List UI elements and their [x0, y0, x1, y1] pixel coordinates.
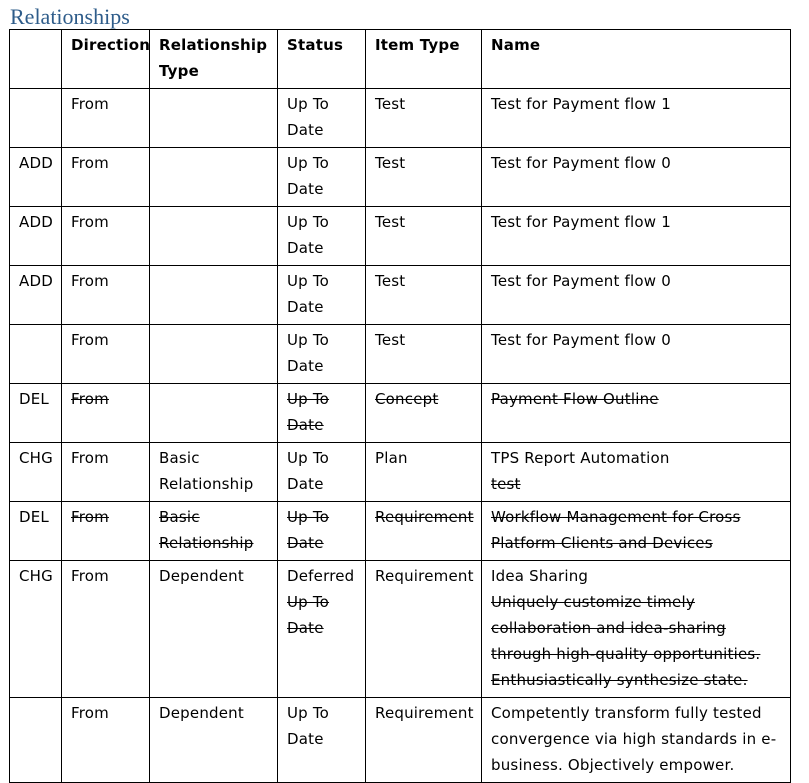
status-text: Up To Date [287, 213, 330, 257]
status-text: Up To Date [287, 272, 330, 316]
relationships-table [9, 29, 791, 783]
direction-text: From [71, 213, 109, 231]
relationship-type-cell [150, 325, 278, 384]
name-text: Payment Flow Outline [491, 390, 659, 408]
relationship-type-cell [150, 266, 278, 325]
header-status: Status [278, 30, 366, 89]
direction-cell [62, 443, 150, 502]
status-text: Up To Date [287, 449, 330, 493]
direction-cell [62, 148, 150, 207]
status-text: Up To Date [287, 154, 330, 198]
table-row [10, 325, 791, 384]
relationship-type-cell [150, 89, 278, 148]
status-text: Up To Date [287, 95, 330, 139]
item-type-text: Concept [375, 390, 439, 408]
direction-cell [62, 325, 150, 384]
status-cell [278, 207, 366, 266]
item-type-text: Plan [375, 449, 408, 467]
table-row [10, 89, 791, 148]
relationship-type-text: Dependent [159, 567, 244, 585]
table-row [10, 698, 791, 783]
header-action [10, 30, 62, 89]
header-name: Name [482, 30, 791, 89]
direction-text: From [71, 704, 109, 722]
direction-cell [62, 384, 150, 443]
name-text: Test for Payment flow 1 [491, 213, 671, 231]
change-action-cell [10, 698, 62, 783]
direction-text: From [71, 390, 109, 408]
item-type-text: Requirement [375, 508, 474, 526]
direction-text: From [71, 567, 109, 585]
item-type-cell [366, 266, 482, 325]
relationship-type-cell [150, 207, 278, 266]
header-direction: Direction [62, 30, 150, 89]
status-text: Up To Date [287, 593, 330, 637]
name-text: Test for Payment flow 0 [491, 154, 671, 172]
status-cell [278, 698, 366, 783]
name-text: Test for Payment flow 0 [491, 272, 671, 290]
name-text: Competently transform fully tested convergence via high standards in e-business. Objectively empower. [491, 704, 777, 774]
name-text: TPS Report Automation [491, 449, 670, 467]
change-action-cell [10, 266, 62, 325]
relationship-type-text: Basic Relationship [159, 449, 254, 493]
change-action-cell [10, 384, 62, 443]
change-action: DEL [19, 390, 49, 408]
item-type-cell [366, 148, 482, 207]
table-row [10, 502, 791, 561]
header-row [10, 30, 791, 89]
change-action: CHG [19, 567, 53, 585]
relationship-type-cell [150, 502, 278, 561]
item-type-cell [366, 325, 482, 384]
item-type-text: Test [375, 272, 406, 290]
name-text: test [491, 475, 521, 493]
table-row [10, 561, 791, 698]
relationship-type-cell [150, 384, 278, 443]
direction-cell [62, 502, 150, 561]
relationship-type-cell [150, 698, 278, 783]
status-text: Up To Date [287, 508, 330, 552]
name-cell [482, 561, 791, 698]
status-cell [278, 502, 366, 561]
name-cell [482, 148, 791, 207]
direction-text: From [71, 95, 109, 113]
direction-cell [62, 266, 150, 325]
item-type-cell [366, 443, 482, 502]
direction-text: From [71, 154, 109, 172]
table-row [10, 148, 791, 207]
direction-cell [62, 698, 150, 783]
name-cell [482, 89, 791, 148]
change-action: ADD [19, 272, 53, 290]
item-type-cell [366, 561, 482, 698]
direction-text: From [71, 508, 109, 526]
name-text: Uniquely customize timely collaboration and idea-sharing through high-quality opportunities. Enthusiastically synthesize state. [491, 593, 761, 689]
change-action-cell [10, 443, 62, 502]
name-cell [482, 207, 791, 266]
item-type-text: Test [375, 154, 406, 172]
relationship-type-cell [150, 561, 278, 698]
status-cell [278, 561, 366, 698]
name-cell [482, 384, 791, 443]
status-text: Up To Date [287, 331, 330, 375]
table-row [10, 266, 791, 325]
status-text: Up To Date [287, 704, 330, 748]
relationship-type-cell [150, 148, 278, 207]
relationship-type-text: Dependent [159, 704, 244, 722]
item-type-text: Test [375, 95, 406, 113]
direction-text: From [71, 272, 109, 290]
item-type-cell [366, 502, 482, 561]
name-text: Workflow Management for Cross Platform Clients and Devices [491, 508, 741, 552]
name-text: Idea Sharing [491, 567, 589, 585]
table-row [10, 207, 791, 266]
change-action-cell [10, 325, 62, 384]
name-cell [482, 502, 791, 561]
change-action: CHG [19, 449, 53, 467]
direction-cell [62, 207, 150, 266]
relationship-type-text: Basic Relationship [159, 508, 254, 552]
name-cell [482, 443, 791, 502]
item-type-text: Requirement [375, 704, 474, 722]
direction-text: From [71, 449, 109, 467]
direction-text: From [71, 331, 109, 349]
status-cell [278, 266, 366, 325]
name-cell [482, 325, 791, 384]
item-type-text: Test [375, 331, 406, 349]
status-text: Deferred [287, 567, 355, 585]
change-action-cell [10, 89, 62, 148]
direction-cell [62, 561, 150, 698]
status-text: Up To Date [287, 390, 330, 434]
item-type-cell [366, 384, 482, 443]
item-type-cell [366, 698, 482, 783]
change-action-cell [10, 502, 62, 561]
status-cell [278, 443, 366, 502]
table-row [10, 384, 791, 443]
direction-cell [62, 89, 150, 148]
change-action-cell [10, 148, 62, 207]
status-cell [278, 325, 366, 384]
change-action: ADD [19, 213, 53, 231]
change-action: ADD [19, 154, 53, 172]
relationship-type-cell [150, 443, 278, 502]
item-type-cell [366, 89, 482, 148]
status-cell [278, 148, 366, 207]
header-relationship-type: Relationship Type [150, 30, 278, 89]
name-text: Test for Payment flow 0 [491, 331, 671, 349]
table-row [10, 443, 791, 502]
status-cell [278, 89, 366, 148]
item-type-cell [366, 207, 482, 266]
name-cell [482, 266, 791, 325]
status-cell [278, 384, 366, 443]
name-cell [482, 698, 791, 783]
section-title: Relationships [10, 4, 130, 29]
change-action-cell [10, 207, 62, 266]
change-action-cell [10, 561, 62, 698]
change-action: DEL [19, 508, 49, 526]
name-text: Test for Payment flow 1 [491, 95, 671, 113]
item-type-text: Requirement [375, 567, 474, 585]
header-item-type: Item Type [366, 30, 482, 89]
item-type-text: Test [375, 213, 406, 231]
